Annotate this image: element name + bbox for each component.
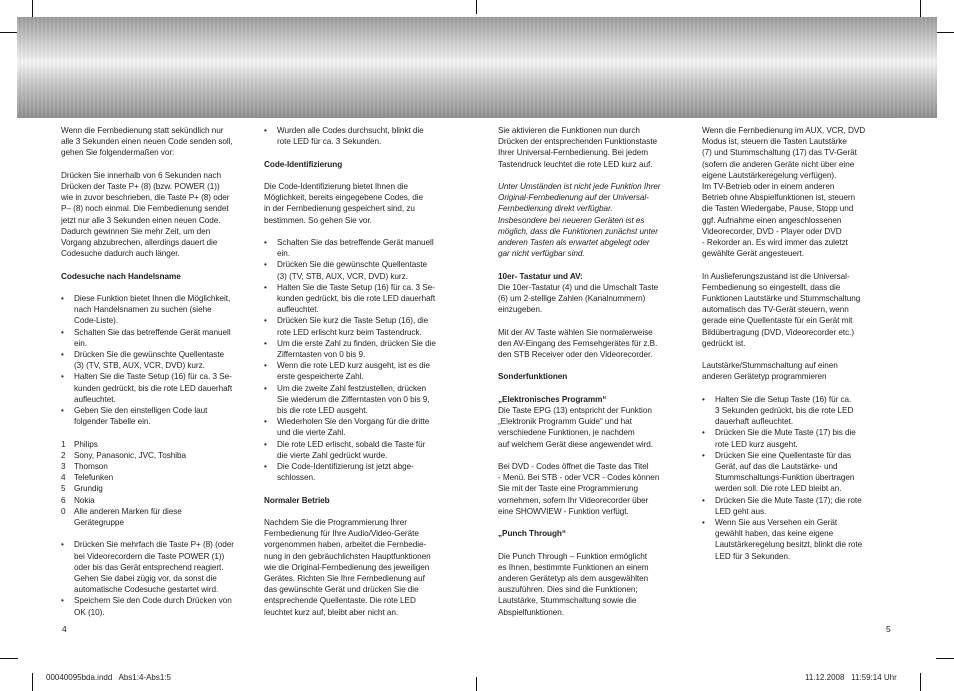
list-item: • Drücken Sie die Mute Taste (17); die rote LED geht aus.: [702, 495, 862, 516]
section-heading: „Elektronisches Programm“: [498, 394, 607, 404]
list-item: • Drücken Sie kurz die Taste Setup (16), die rote LED erlischt kurz beim Tastendruck.: [264, 316, 429, 337]
crop-mark: [936, 32, 954, 33]
paragraph: Nachdem Sie die Programmierung Ihrer Fernbedienung für Ihre Audio/Video-Geräte vorgenommen haben, arbeitet die Fernbedie- nung in den gebräuchlichsten Hauptfunktionen wie die Original-Fernbedienung des jeweiligen Gerätes. Richten Sie Ihre Fernbedienung auf das gewünschte Gerät und drücken Sie die entsprechende Quellentaste. Die rote LED leuchtet kurz auf, bleibt aber nicht an.: [264, 518, 431, 617]
list-item: • Wurden alle Codes durchsucht, blinkt die rote LED für ca. 3 Sekunden.: [264, 126, 424, 147]
crop-mark: [32, 673, 33, 691]
list-item: • Halten Sie die Taste Setup (16) für ca. 3 Se- kunden gedrückt, bis die rote LED dauerhaft aufleuchtet.: [264, 282, 436, 315]
list-item: • Halten Sie die Taste Setup (16) für ca. 3 Se- kunden gedrückt, bis die rote LED dauerhaft aufleuchtet.: [61, 372, 233, 404]
crop-mark: [0, 658, 18, 659]
list-item: • Drücken Sie die Mute Taste (17) bis die rote LED kurz ausgeht.: [702, 428, 856, 449]
crop-mark: [32, 0, 33, 18]
brand-code-row: 2 Sony, Panasonic, JVC, Toshiba: [61, 450, 187, 460]
crop-mark: [920, 0, 921, 18]
brand-code-row: 0 Alle anderen Marken für diese Gerätegruppe: [61, 506, 182, 528]
crop-mark: [476, 677, 477, 691]
header-metal-band: [17, 17, 937, 118]
paragraph: Lautstärke/Stummschaltung auf einen anderen Gerätetyp programmieren: [702, 361, 838, 382]
brand-code-row: 4 Telefunken: [61, 473, 114, 483]
list-item: • Drücken Sie die gewünschte Quellentaste (3) (TV, STB, AUX, VCR, DVD) kurz.: [61, 350, 225, 371]
list-item: • Halten Sie die Setup Taste (16) für ca. 3 Sekunden gedrückt, bis die rote LED dauerhaft aufleuchtet.: [702, 394, 854, 427]
crop-mark: [920, 673, 921, 691]
brand-code-row: 1 Philips: [61, 439, 98, 449]
footer-file-info: 00040095bda.indd Abs1:4-Abs1:5: [46, 673, 171, 682]
paragraph: Drücken Sie innerhalb von 6 Sekunden nach Drücken der Taste P+ (8) (bzw. POWER (1)) wie in zuvor beschrieben, die Taste P+ (8) oder P– (8) noch einmal. Die Fernbedienung sendet jetzt nur alle 3 Sekunden einen neuen Code. Dadurch gewinnen Sie mehr Zeit, um den Vorgang abzubrechen, allerdings dauert die Codesuche dadurch auch länger.: [61, 170, 230, 259]
section-heading: Normaler Betrieb: [264, 495, 330, 505]
list-item: • Wenn die rote LED kurz ausgeht, ist es die erste gespeicherte Zahl.: [264, 361, 430, 382]
paragraph: Die Punch Through – Funktion ermöglicht es Ihnen, bestimmte Funktionen an einem anderen Gerätetyp als dem ausgewählten auszuführen. Dies sind die Funktionen; Lautstärke, Stummschaltung sowie die Abspielfunktionen.: [498, 551, 649, 617]
paragraph: Wenn die Fernbedienung im AUX, VCR, DVD Modus ist, steuern die Tasten Lautstärke (7) und Stummschaltung (17) das TV-Gerät (sofern die anderen Geräte nicht über eine eigene Lautstärkeregelung verfügen). Im TV-Betrieb oder in einem anderen Betrieb ohne Abspielfunktionen ist, steuern die Tasten Wiedergabe, Pause, Stopp und ggf. Aufnahme einen angeschlossenen Videorecorder, DVD - Player oder DVD - Rekorder an. Es wird immer das zuletzt gewählte Gerät angesteuert.: [702, 126, 866, 259]
list-item: • Wenn Sie aus Versehen ein Gerät gewählt haben, das keine eigene Lautstärkeregelung besitzt, blinkt die rote LED für 3 Sekunden.: [702, 518, 863, 561]
section-heading: Sonderfunktionen: [498, 372, 568, 382]
list-item: • Geben Sie den einstelligen Code laut folgender Tabelle ein.: [61, 406, 208, 427]
list-item: • Drücken Sie die gewünschte Quellentaste (3) (TV, STB, AUX, VCR, DVD) kurz.: [264, 260, 428, 281]
page-number-right: 5: [886, 624, 891, 634]
crop-mark: [476, 0, 477, 14]
list-item: • Um die erste Zahl zu finden, drücken Sie die Zifferntasten von 0 bis 9.: [264, 338, 436, 360]
list-item: • Speichern Sie den Code durch Drücken von OK (10).: [61, 596, 232, 617]
section-heading: „Punch Through“: [498, 529, 566, 539]
section-heading: Codesuche nach Handelsname: [61, 271, 181, 281]
paragraph: Die Code-Identifizierung bietet Ihnen die Möglichkeit, bereits eingegebene Codes, die in der Fernbedienung gespeichert sind, zu bestimmen. So gehen Sie vor.: [264, 181, 423, 225]
column-2: [264, 125, 460, 618]
brand-code-row: 5 Grundig: [61, 484, 103, 494]
paragraph: Wenn die Fernbedienung statt sekündlich nur alle 3 Sekunden einen neuen Code senden soll, gehen Sie folgendermaßen vor:: [61, 126, 233, 158]
list-item: • Drücken Sie mehrfach die Taste P+ (8) (oder bei Videorecordern die Taste POWER (1)) oder bis das Gerät entsprechend reagiert. Gehen Sie dabei zügig vor, da sonst die automatische Codesuche gestartet wird.: [61, 540, 234, 595]
list-item: • Die Code-Identifizierung ist jetzt abge- schlossen.: [264, 462, 414, 483]
page-number-left: 4: [62, 624, 67, 634]
section-heading: 10er- Tastatur und AV:: [498, 271, 583, 281]
list-item: • Schalten Sie das betreffende Gerät manuell ein.: [61, 327, 231, 348]
list-item: • Wiederholen Sie den Vorgang für die dritte und die vierte Zahl.: [264, 417, 430, 438]
paragraph: Bei DVD - Codes öffnet die Taste das Titel - Menü. Bei STB - oder VCR - Codes können Sie mit der Taste eine Programmierung vornehmen, sofern Ihr Videorecorder über eine SHOWVIEW - Funktion verfügt.: [498, 462, 660, 516]
list-item: • Schalten Sie das betreffende Gerät manuell ein.: [264, 237, 434, 259]
paragraph: Die 10er-Tastatur (4) und die Umschalt Taste (6) um 2-stellige Zahlen (Kanalnummern) einzugeben.: [498, 282, 659, 315]
crop-mark: [936, 658, 954, 659]
brand-code-row: 3 Thomson: [61, 462, 108, 472]
list-item: • Die rote LED erlischt, sobald die Taste für die vierte Zahl gedrückt wurde.: [264, 439, 426, 460]
column-3: [498, 125, 692, 618]
list-item: • Diese Funktion bietet Ihnen die Möglichkeit, nach Handelsnamen zu suchen (siehe Code-Liste).: [61, 294, 231, 326]
paragraph: Sie aktivieren die Funktionen nun durch Drücken der entsprechenden Funktionstaste Ihrer Universal-Fernbedienung. Bei jedem Tastendruck leuchtet die rote LED kurz auf.: [498, 126, 658, 169]
italic-note: Unter Umständen ist nicht jede Funktion Ihrer Original-Fernbedienung auf der Universal- Fernbedienung direkt verfügbar. Insbesondere bei neueren Geräten ist es möglich, dass die Funktionen zunächst unter anderen Tasten als erwartet abgelegt oder gar nicht verfügbar sind.: [498, 182, 661, 259]
column-4: [702, 125, 898, 562]
section-heading: Code-Identifizierung: [264, 159, 343, 169]
paragraph: Mit der AV Taste wählen Sie normalerweise den AV-Eingang des Fernsehgerätes für z.B. den STB Receiver oder den Videorecorder.: [498, 327, 658, 360]
brand-code-row: 6 Nokia: [61, 495, 95, 505]
crop-mark: [0, 32, 18, 33]
list-item: • Um die zweite Zahl festzustellen, drücken Sie wiederum die Zifferntasten von 0 bis 9, bis die rote LED ausgeht.: [264, 383, 430, 416]
column-1: [61, 125, 253, 618]
list-item: • Drücken Sie eine Quellentaste für das Gerät, auf das die Lautstärke- und Stummschaltungs-Funktion übertragen werden soll. Die rote LED bleibt an.: [702, 450, 855, 494]
footer-timestamp: 11.12.2008 11:59:14 Uhr: [805, 673, 897, 682]
paragraph: In Auslieferungszustand ist die Universal- Fernbedienung so eingestellt, dass die Funktionen Lautstärke und Stummschaltung automatisch das TV-Gerät steuern, wenn gerade eine Quellentaste für ein Gerät mit Bildübertragung (DVD, Videorecorder etc.) gedrückt ist.: [702, 271, 861, 348]
paragraph: Die Taste EPG (13) entspricht der Funktion „Elektronik Programm Guide“ und hat verschiedene Funktionen, je nachdem auf welchem Gerät diese angewendet wird.: [498, 406, 654, 449]
